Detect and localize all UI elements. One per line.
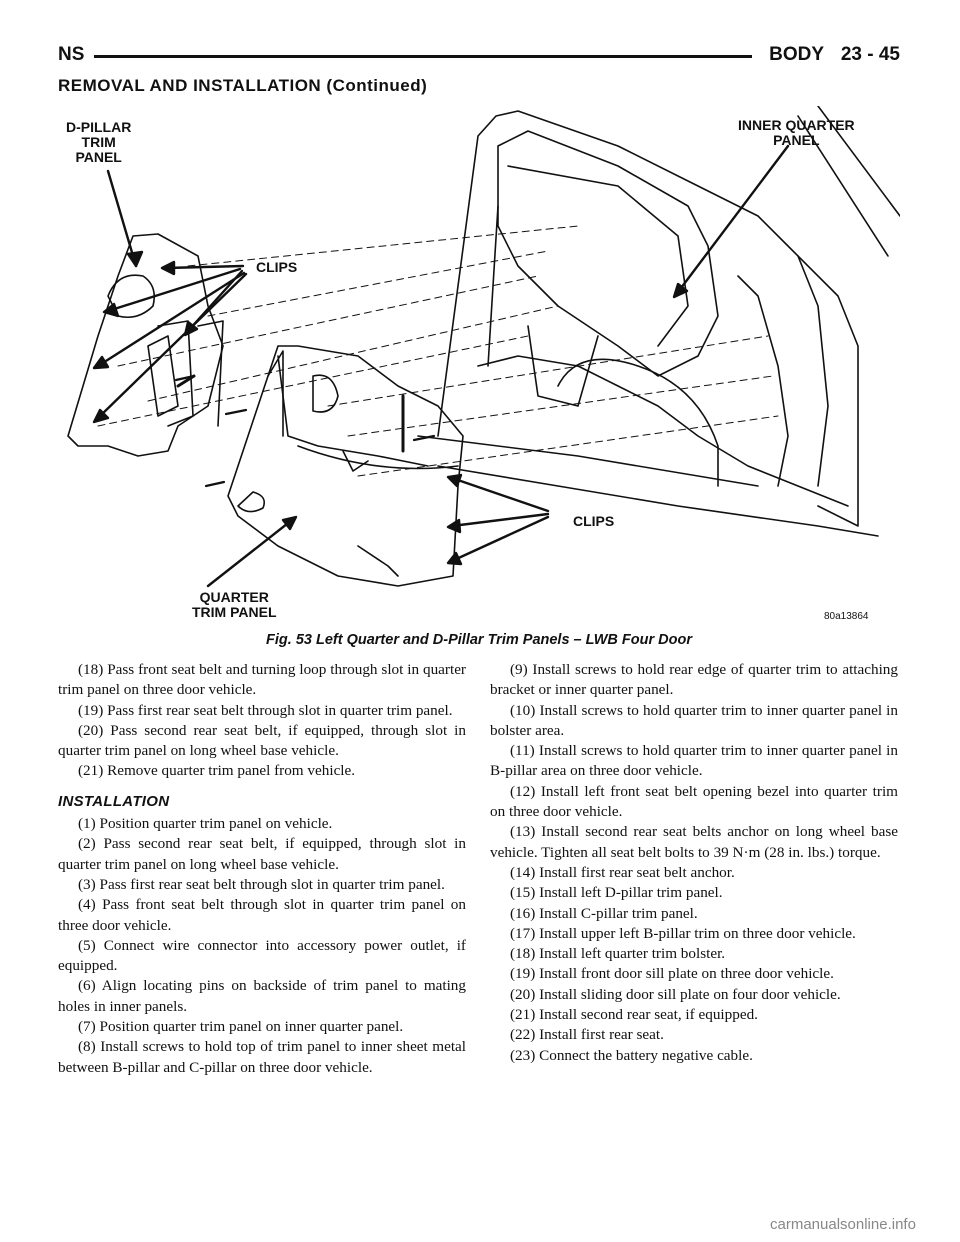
leader-lines	[94, 146, 788, 586]
installation-step: (20) Install sliding door sill plate on four door vehicle.	[510, 985, 841, 1003]
installation-step: (22) Install first rear seat.	[510, 1026, 664, 1044]
callout-quarter-trim-panel: QUARTER TRIM PANEL	[192, 589, 277, 620]
left-column	[58, 660, 466, 1078]
watermark: carmanualsonline.info	[770, 1216, 916, 1233]
installation-step: (18) Install left quarter trim bolster.	[510, 945, 726, 963]
figure-53	[58, 106, 900, 626]
removal-step: (21) Remove quarter trim panel from vehicle.	[78, 762, 356, 780]
installation-step: (15) Install left D-pillar trim panel.	[510, 884, 723, 902]
installation-step: (23) Connect the battery negative cable.	[510, 1046, 753, 1064]
subheading: REMOVAL AND INSTALLATION (Continued)	[58, 76, 428, 95]
installation-step: (1) Position quarter trim panel on vehicle.	[78, 815, 333, 833]
vehicle-code: NS	[58, 44, 85, 65]
trim-panel-illustration	[58, 106, 900, 626]
installation-heading: INSTALLATION	[58, 792, 170, 810]
callout-clips-lower: CLIPS	[573, 513, 615, 529]
installation-step: (11) Install screws to hold quarter trim to inner quarter panel in B-pillar area on three door vehicle.	[490, 742, 898, 780]
installation-step: (12) Install left front seat belt opening bezel into quarter trim on three door vehicle.	[490, 782, 898, 821]
installation-step: (3) Pass first rear seat belt through slot in quarter trim panel.	[78, 875, 445, 893]
callout-clips-upper: CLIPS	[256, 259, 298, 275]
installation-step: (14) Install first rear seat belt anchor.	[510, 863, 735, 881]
installation-step: (10) Install screws to hold quarter trim to inner quarter panel in bolster area.	[490, 701, 898, 739]
installation-step: (16) Install C-pillar trim panel.	[510, 904, 698, 922]
section-title: BODY	[769, 44, 824, 65]
page-header	[58, 44, 900, 72]
callout-d-pillar-trim-panel: D-PILLAR TRIM PANEL	[66, 119, 132, 165]
right-column	[490, 660, 898, 1066]
installation-step: (19) Install front door sill plate on three door vehicle.	[510, 965, 834, 983]
page-number: 23 - 45	[840, 44, 900, 65]
installation-step: (4) Pass front seat belt through slot in quarter trim panel on three door vehicle.	[58, 896, 466, 934]
installation-step: (7) Position quarter trim panel on inner quarter panel.	[78, 1018, 404, 1036]
inner-quarter-panel-drawing	[418, 106, 900, 536]
installation-step: (13) Install second rear seat belts anchor on long wheel base vehicle. Tighten all seat belt bolts to 39 N·m (28 in. lbs.) torque.	[490, 823, 898, 861]
installation-step: (6) Align locating pins on backside of trim panel to mating holes in inner panels.	[58, 977, 466, 1015]
installation-step: (2) Pass second rear seat belt, if equipped, through slot in quarter trim panel on long wheel base vehicle.	[58, 835, 466, 873]
figure-id: 80a13864	[824, 611, 869, 622]
installation-step: (5) Connect wire connector into accessory power outlet, if equipped.	[58, 936, 466, 975]
removal-step: (20) Pass second rear seat belt, if equipped, through slot in quarter trim panel on long wheel base vehicle.	[58, 721, 466, 760]
figure-caption: Fig. 53 Left Quarter and D-Pillar Trim Panels – LWB Four Door	[266, 632, 692, 648]
installation-step: (8) Install screws to hold top of trim panel to inner sheet metal between B-pillar and C-pillar on three door vehicle.	[58, 1038, 466, 1076]
header-rule	[94, 55, 752, 58]
installation-step: (17) Install upper left B-pillar trim on three door vehicle.	[510, 924, 856, 942]
screws	[176, 376, 434, 486]
installation-step: (21) Install second rear seat, if equipped.	[510, 1006, 758, 1024]
quarter-trim-panel-drawing	[228, 346, 463, 586]
installation-step: (9) Install screws to hold rear edge of quarter trim to attaching bracket or inner quarter panel.	[490, 661, 898, 699]
callout-inner-quarter-panel: INNER QUARTER PANEL	[738, 117, 855, 148]
removal-step: (18) Pass front seat belt and turning loop through slot in quarter trim panel on three door vehicle.	[58, 661, 466, 699]
removal-step: (19) Pass first rear seat belt through slot in quarter trim panel.	[78, 701, 453, 719]
